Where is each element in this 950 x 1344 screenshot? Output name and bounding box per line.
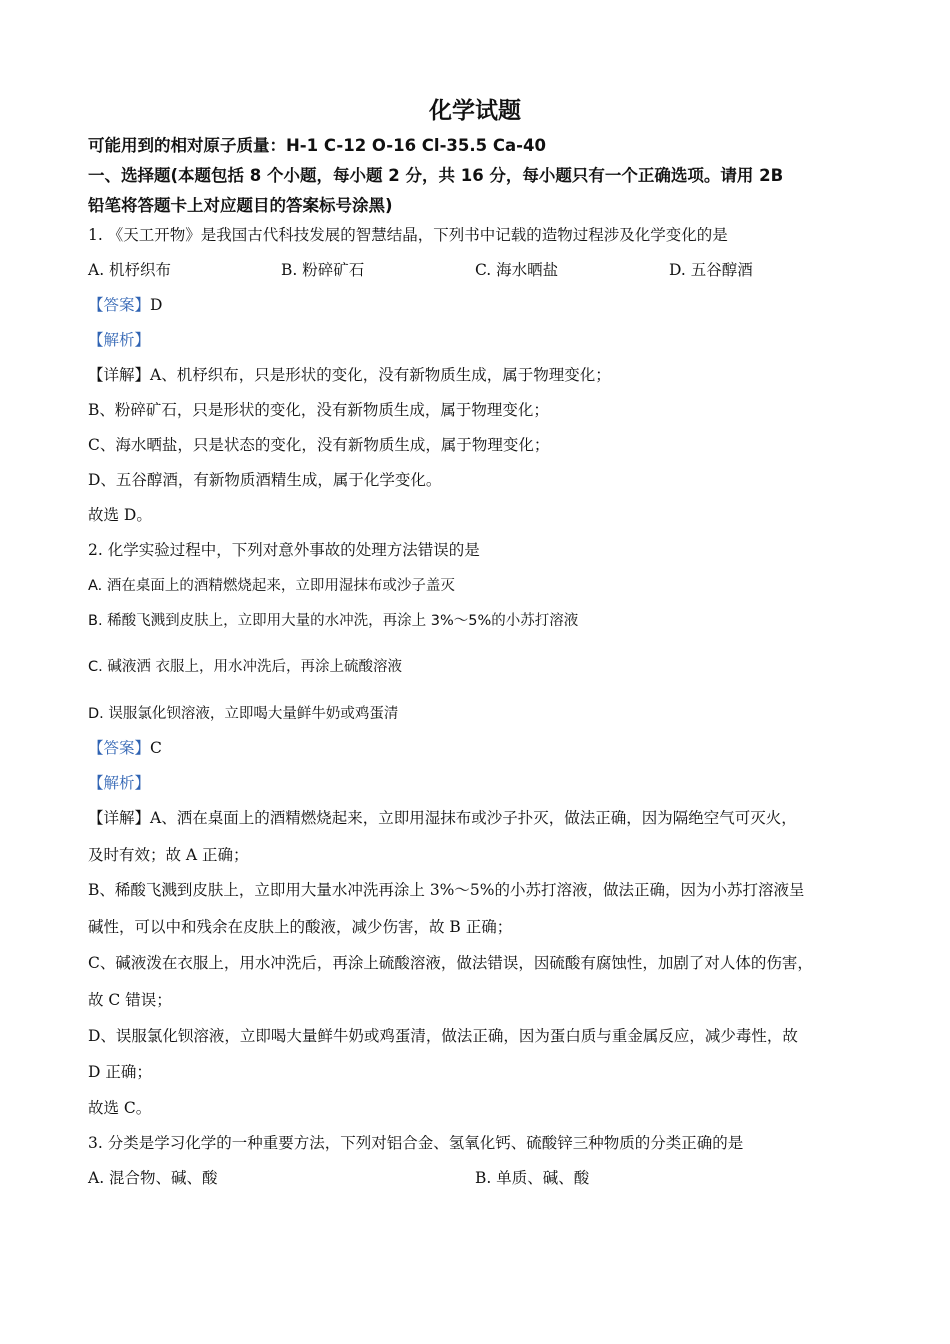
- q1-conclusion: 故选 D。: [88, 506, 152, 524]
- q2-option-c: C. 碱液洒 衣服上，用水冲洗后，再涂上硫酸溶液: [88, 659, 402, 675]
- q2-option-b: B. 稀酸飞溅到皮肤上，立即用大量的水冲洗，再涂上 3%～5%的小苏打溶液: [88, 613, 579, 629]
- q1-detail-line: C、海水晒盐，只是状态的变化，没有新物质生成，属于物理变化；: [88, 436, 550, 454]
- answer-tag: 【答案】: [88, 296, 151, 314]
- answer-tag: 【答案】: [88, 739, 151, 757]
- q3-option-a: A. 混合物、碱、酸: [88, 1169, 218, 1187]
- q2-detail-line: 及时有效；故 A 正确；: [88, 846, 249, 864]
- q1-stem: 1. 《天工开物》是我国古代科技发展的智慧结晶，下列书中记载的造物过程涉及化学变化的是: [88, 226, 728, 244]
- detail-tag: 【详解】: [88, 809, 151, 827]
- q2-detail-line: B、稀酸飞溅到皮肤上，立即用大量水冲洗再涂上 3%～5%的小苏打溶液，做法正确，因为小苏打溶液呈: [88, 881, 805, 899]
- q3-stem: 3. 分类是学习化学的一种重要方法，下列对铝合金、氢氧化钙、硫酸锌三种物质的分类正确的是: [88, 1134, 744, 1152]
- atomic-masses-line: 可能用到的相对原子质量：H-1 C-12 O-16 Cl-35.5 Ca-40: [88, 136, 546, 155]
- q2-detail-line: 故 C 错误；: [88, 991, 172, 1009]
- q2-option-a: A. 酒在桌面上的酒精燃烧起来，立即用湿抹布或沙子盖灭: [88, 578, 455, 594]
- detail-text: A、洒在桌面上的酒精燃烧起来，立即用湿抹布或沙子扑灭，做法正确，因为隔绝空气可灭火，: [150, 809, 797, 827]
- q1-option-d: D. 五谷醇酒: [669, 261, 753, 279]
- q1-option-b: B. 粉碎矿石: [281, 261, 365, 279]
- q2-conclusion: 故选 C。: [88, 1099, 152, 1117]
- q3-option-b: B. 单质、碱、酸: [475, 1169, 590, 1187]
- detail-text: A、机杼织布，只是形状的变化，没有新物质生成，属于物理变化；: [150, 366, 611, 384]
- q2-analysis-tag: 【解析】: [88, 774, 151, 792]
- q2-answer: [88, 738, 162, 758]
- q2-stem: 2. 化学实验过程中，下列对意外事故的处理方法错误的是: [88, 541, 480, 559]
- section-heading-line-1: 一、选择题(本题包括 8 个小题，每小题 2 分，共 16 分，每小题只有一个正确选项。请用 2B: [88, 166, 784, 185]
- answer-value: C: [150, 739, 162, 757]
- page-title: 化学试题: [429, 98, 521, 124]
- q2-detail-line: C、碱液泼在衣服上，用水冲洗后，再涂上硫酸溶液，做法错误，因硫酸有腐蚀性，加剧了对人体的伤害，: [88, 954, 813, 972]
- q1-detail-line: [88, 365, 611, 385]
- answer-value: D: [150, 296, 163, 314]
- q2-option-d: D. 误服氯化钡溶液，立即喝大量鲜牛奶或鸡蛋清: [88, 706, 399, 722]
- q2-detail-line: 碱性，可以中和残余在皮肤上的酸液，减少伤害，故 B 正确；: [88, 918, 513, 936]
- q1-option-a: A. 机杼织布: [88, 261, 172, 279]
- q2-detail-line: [88, 808, 797, 828]
- q1-analysis-tag: 【解析】: [88, 331, 151, 349]
- q1-detail-line: D、五谷醇酒，有新物质酒精生成，属于化学变化。: [88, 471, 442, 489]
- section-heading-line-2: 铅笔将答题卡上对应题目的答案标号涂黑): [88, 196, 393, 215]
- q2-detail-line: D、误服氯化钡溶液，立即喝大量鲜牛奶或鸡蛋清，做法正确，因为蛋白质与重金属反应，减少毒性，故: [88, 1027, 798, 1045]
- q2-detail-line: D 正确；: [88, 1063, 152, 1081]
- q1-detail-line: B、粉碎矿石，只是形状的变化，没有新物质生成，属于物理变化；: [88, 401, 549, 419]
- q1-option-c: C. 海水晒盐: [475, 261, 559, 279]
- q1-answer: [88, 295, 162, 315]
- detail-tag: 【详解】: [88, 366, 151, 384]
